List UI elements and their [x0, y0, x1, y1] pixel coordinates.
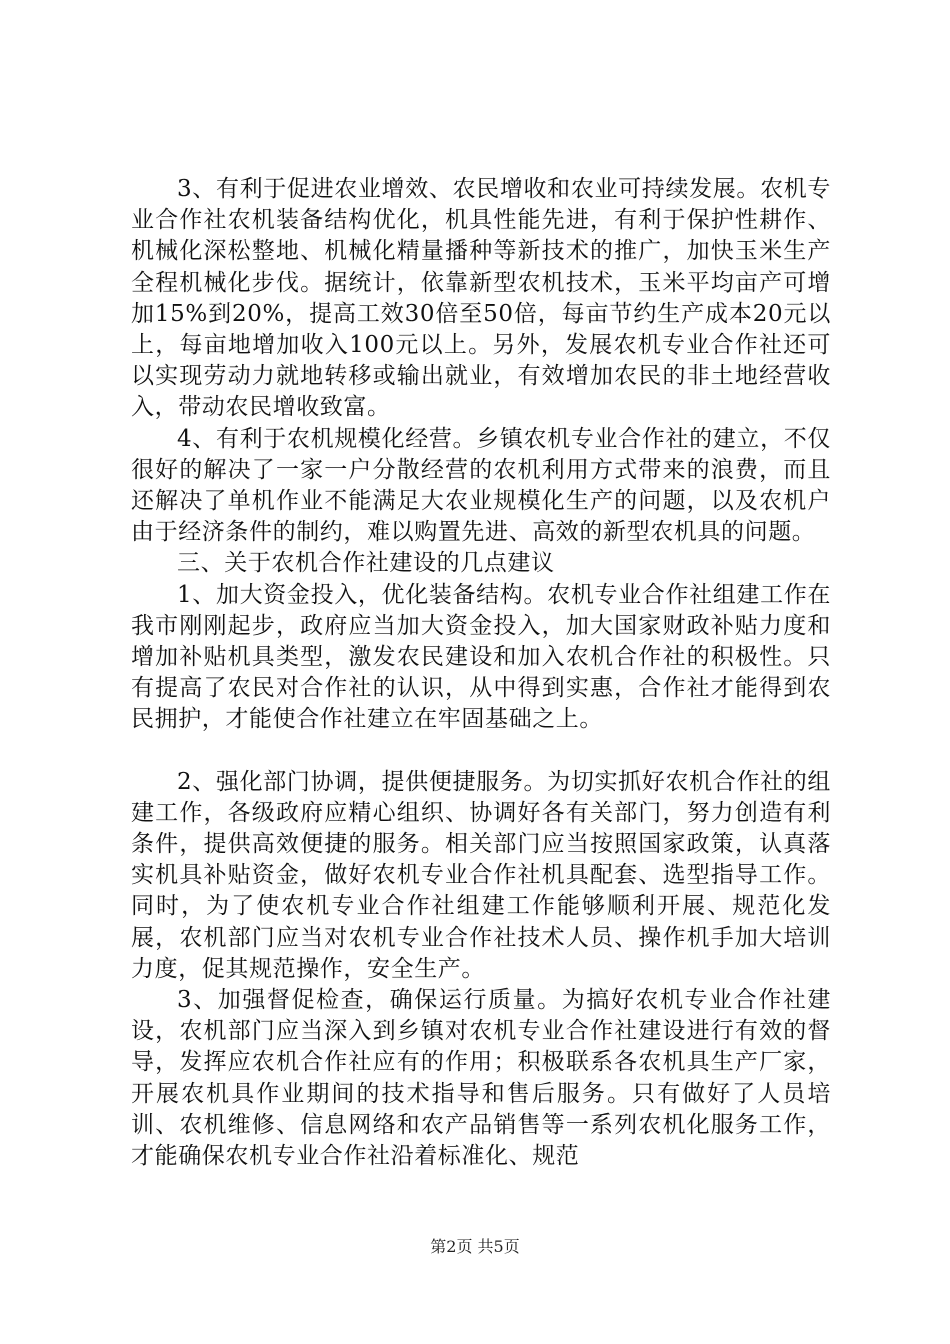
paragraph-benefit-3: 3、有利于促进农业增效、农民增收和农业可持续发展。农机专业合作社农机装备结构优化，机具性能先进，有利于保护性耕作、机械化深松整地、机械化精量播种等新技术的推广，加快玉米生产全程机械化步伐。据统计，依靠新型农机技术，玉米平均亩产可增加15%到20%，提高工效30倍至50倍，每亩节约生产成本20元以上，每亩地增加收入100元以上。另外，发展农机专业合作社还可以实现劳动力就地转移或输出就业，有效增加农民的非土地经营收入，带动农民增收致富。	[131, 176, 831, 421]
paragraph-suggestion-3: 3、加强督促检查，确保运行质量。为搞好农机专业合作社建设，农机部门应当深入到乡镇对农机专业合作社建设进行有效的督导，发挥应农机合作社应有的作用；积极联系各农机具生产厂家，开展农机具作业期间的技术指导和售后服务。只有做好了人员培训、农机维修、信息网络和农产品销售等一系列农机化服务工作，才能确保农机专业合作社沿着标准化、规范	[131, 987, 831, 1170]
page-footer: 第2页 共5页	[430, 1237, 520, 1256]
paragraph-benefit-4: 4、有利于农机规模化经营。乡镇农机专业合作社的建立，不仅很好的解决了一家一户分散经营的农机利用方式带来的浪费，而且还解决了单机作业不能满足大农业规模化生产的问题，以及农机户由于经济条件的制约，难以购置先进、高效的新型农机具的问题。	[131, 425, 831, 546]
document-body	[131, 174, 831, 1172]
paragraph-suggestion-2: 2、强化部门协调，提供便捷服务。为切实抓好农机合作社的组建工作，各级政府应精心组织、协调好各有关部门，努力创造有利条件，提供高效便捷的服务。相关部门应当按照国家政策，认真落实机具补贴资金，做好农机专业合作社机具配套、选型指导工作。同时，为了使农机专业合作社组建工作能够顺利开展、规范化发展，农机部门应当对农机专业合作社技术人员、操作机手加大培训力度，促其规范操作，安全生产。	[131, 768, 831, 982]
paragraph-suggestion-1: 1、加大资金投入，优化装备结构。农机专业合作社组建工作在我市刚刚起步，政府应当加大资金投入，加大国家财政补贴力度和增加补贴机具类型，激发农民建设和加入农机合作社的积极性。只有提高了农民对合作社的认识，从中得到实惠，合作社才能得到农民拥护，才能使合作社建立在牢固基础之上。	[131, 581, 831, 733]
section-heading-suggestions: 三、关于农机合作社建设的几点建议	[177, 550, 555, 577]
